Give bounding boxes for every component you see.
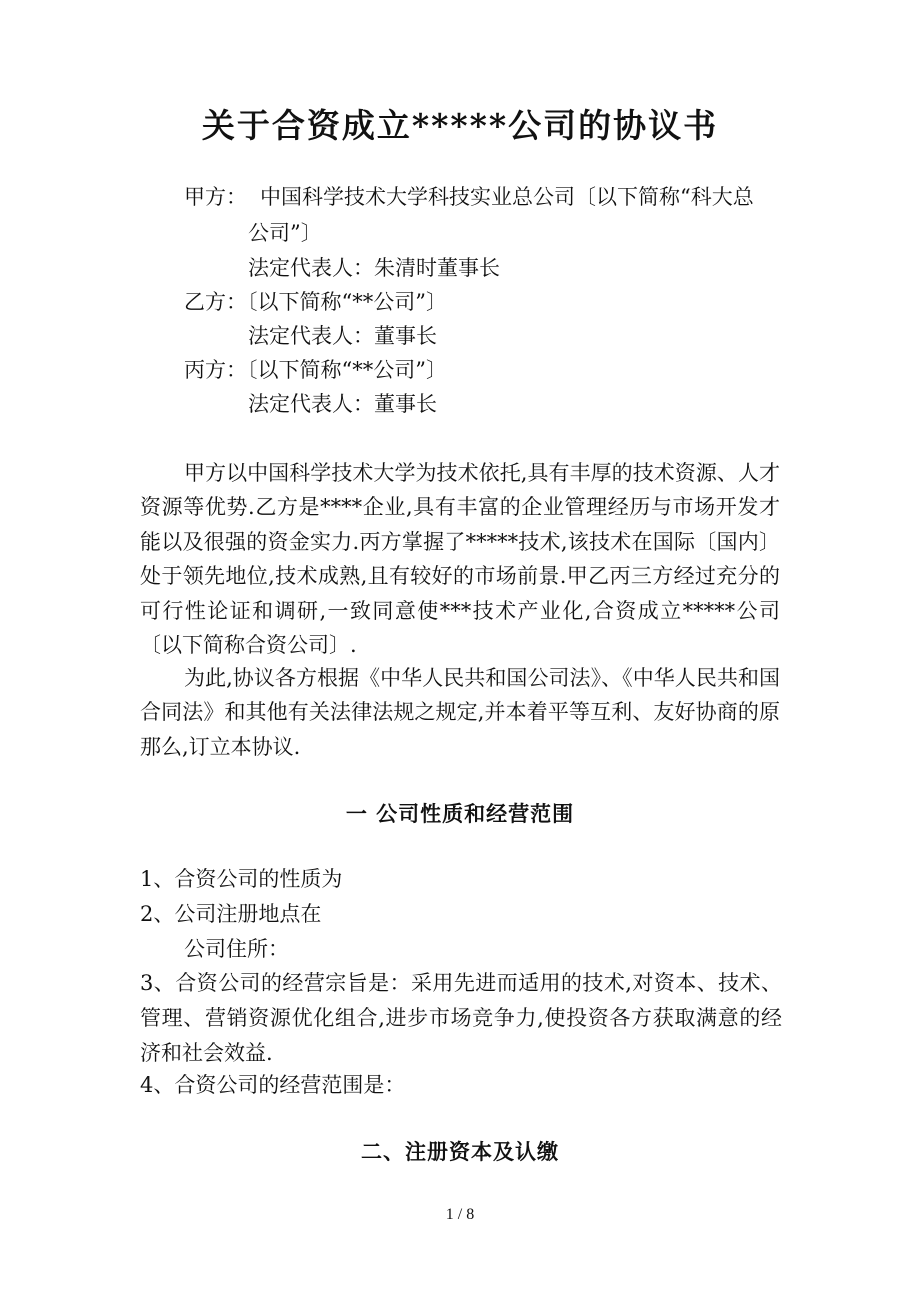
party-a-representative: 法定代表人：朱清时董事长 bbox=[248, 256, 500, 280]
document-title: 关于合资成立*****公司的协议书 bbox=[201, 106, 719, 145]
clause-1-2-address: 公司住所： bbox=[184, 937, 289, 961]
intro-paragraph: 甲方以中国科学技术大学为技术依托,具有丰厚的技术资源、人才资源等优势.乙方是****企业,具有丰富的企业管理经历与市场开发才能以及很强的资金实力.丙方掌握了*****技术,该技术在国际〔国内〕处于领先地位,技术成熟,且有较好的市场前景.甲乙丙三方经过充分的可行性论证和调研,一致同意使***技术产业化,合资成立*****公司〔以下简称合资公司〕. bbox=[140, 461, 780, 658]
section-heading-2: 二、注册资本及认缴 bbox=[361, 1139, 559, 1164]
party-b-representative: 法定代表人：董事长 bbox=[248, 324, 437, 348]
clause-1-3: 3、合资公司的经营宗旨是：采用先进而适用的技术,对资本、技术、管理、营销资源优化组合,进步市场竞争力,使投资各方获取满意的经济和社会效益. bbox=[140, 971, 782, 1065]
section-heading-1: 一 公司性质和经营范围 bbox=[345, 801, 575, 826]
clause-1-2: 2、公司注册地点在 bbox=[140, 902, 322, 926]
clause-1-4: 4、合资公司的经营范围是： bbox=[140, 1073, 406, 1097]
basis-paragraph: 为此,协议各方根据《中华人民共和国公司法》、《中华人民共和国合同法》和其他有关法律法规之规定,并本着平等互利、友好协商的原那么,订立本协议. bbox=[140, 666, 780, 759]
page-number: 1 / 8 bbox=[445, 1206, 475, 1223]
party-c-line: 丙方：〔以下简称“**公司”〕 bbox=[184, 358, 447, 382]
clause-1-1: 1、合资公司的性质为 bbox=[140, 867, 343, 891]
party-a-label: 甲方： bbox=[184, 185, 247, 209]
party-b-line: 乙方：〔以下简称“**公司”〕 bbox=[184, 290, 447, 314]
party-a-name-line2: 公司”〕 bbox=[248, 221, 322, 245]
party-c-representative: 法定代表人：董事长 bbox=[248, 392, 437, 416]
party-a-name-line1: 中国科学技术大学科技实业总公司〔以下简称“科大总 bbox=[260, 185, 754, 209]
